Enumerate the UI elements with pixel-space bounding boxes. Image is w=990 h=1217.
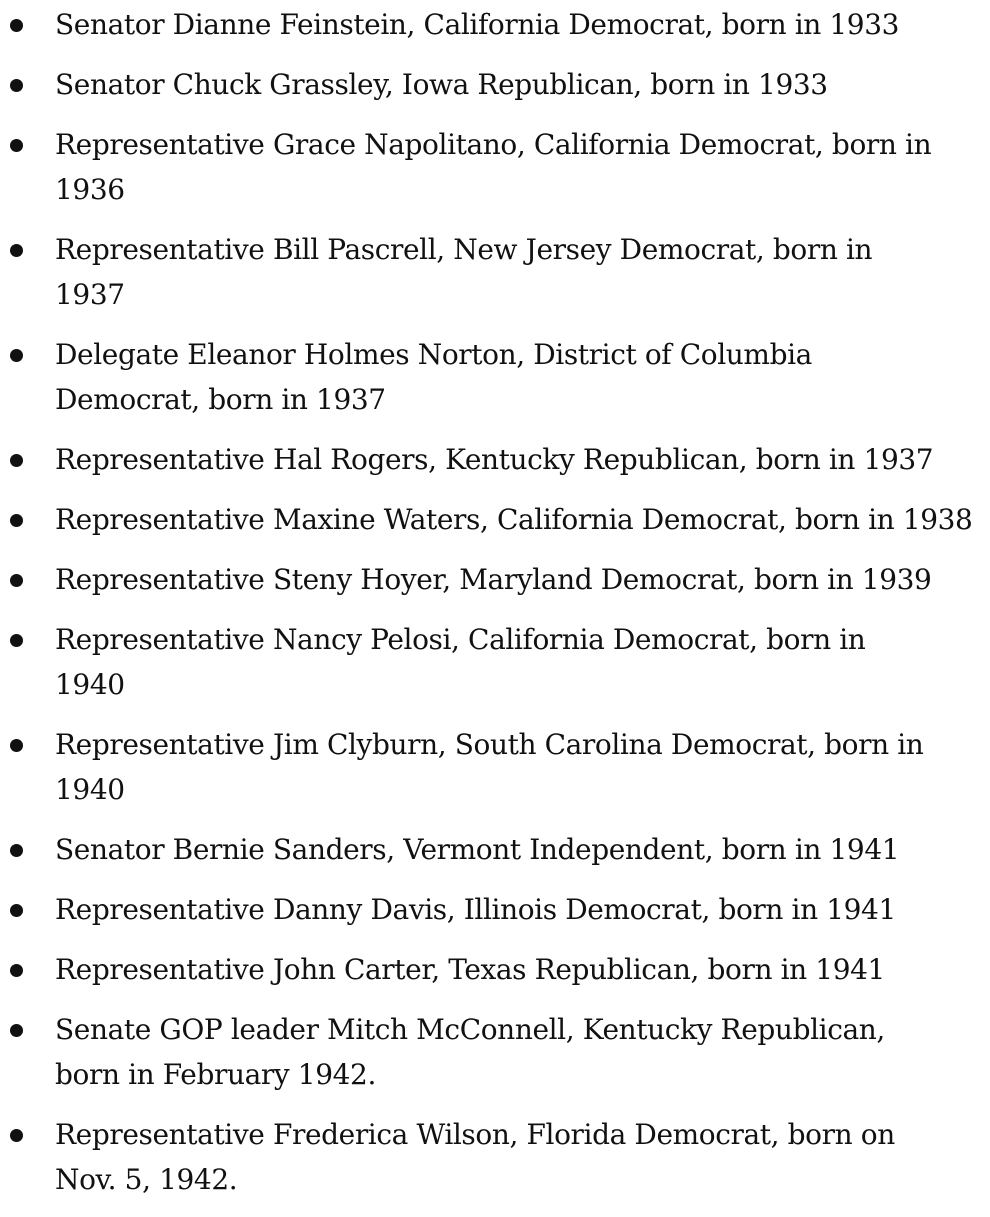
list-item xyxy=(0,617,990,707)
bullet-icon xyxy=(10,1024,23,1037)
list-item-text: Senator Chuck Grassley, Iowa Republican, born in 1933 xyxy=(55,68,828,101)
list-item-text: Representative Nancy Pelosi, California Democrat, born in 1940 xyxy=(55,623,866,701)
list-item xyxy=(0,722,990,812)
bullet-icon xyxy=(10,739,23,752)
list-item xyxy=(0,887,990,932)
list-item-text: Representative Maxine Waters, California Democrat, born in 1938 xyxy=(55,503,973,536)
list-item-text: Representative Danny Davis, Illinois Democrat, born in 1941 xyxy=(55,893,896,926)
list-item-text: Representative Jim Clyburn, South Carolina Democrat, born in 1940 xyxy=(55,728,924,806)
list-item xyxy=(0,1112,990,1202)
list-item xyxy=(0,1007,990,1097)
list-item-text: Senator Dianne Feinstein, California Democrat, born in 1933 xyxy=(55,8,900,41)
list-item-text: Senate GOP leader Mitch McConnell, Kentucky Republican, born in February 1942. xyxy=(55,1013,885,1091)
list-item-text: Senator Bernie Sanders, Vermont Independent, born in 1941 xyxy=(55,833,900,866)
lawmakers-bullet-list xyxy=(0,2,990,1217)
list-item xyxy=(0,497,990,542)
list-item-text: Representative Frederica Wilson, Florida Democrat, born on Nov. 5, 1942. xyxy=(55,1118,895,1196)
list-item-text: Representative Grace Napolitano, California Democrat, born in 1936 xyxy=(55,128,932,206)
bullet-icon xyxy=(10,574,23,587)
list-item-text: Delegate Eleanor Holmes Norton, District of Columbia Democrat, born in 1937 xyxy=(55,338,812,416)
list-item xyxy=(0,947,990,992)
bullet-icon xyxy=(10,19,23,32)
bullet-icon xyxy=(10,634,23,647)
list-item-text: Representative Steny Hoyer, Maryland Democrat, born in 1939 xyxy=(55,563,932,596)
list-item-text: Representative Bill Pascrell, New Jersey Democrat, born in 1937 xyxy=(55,233,873,311)
bullet-icon xyxy=(10,1129,23,1142)
list-item xyxy=(0,62,990,107)
list-item-text: Representative John Carter, Texas Republican, born in 1941 xyxy=(55,953,885,986)
list-item xyxy=(0,2,990,47)
bullet-icon xyxy=(10,79,23,92)
bullet-icon xyxy=(10,244,23,257)
list-item xyxy=(0,827,990,872)
bullet-icon xyxy=(10,349,23,362)
list-item xyxy=(0,437,990,482)
bullet-icon xyxy=(10,514,23,527)
list-item-text: Representative Hal Rogers, Kentucky Republican, born in 1937 xyxy=(55,443,934,476)
bullet-icon xyxy=(10,454,23,467)
bullet-icon xyxy=(10,139,23,152)
list-item xyxy=(0,227,990,317)
list-item xyxy=(0,122,990,212)
bullet-icon xyxy=(10,844,23,857)
bullet-icon xyxy=(10,904,23,917)
list-item xyxy=(0,557,990,602)
bullet-icon xyxy=(10,964,23,977)
list-item xyxy=(0,332,990,422)
